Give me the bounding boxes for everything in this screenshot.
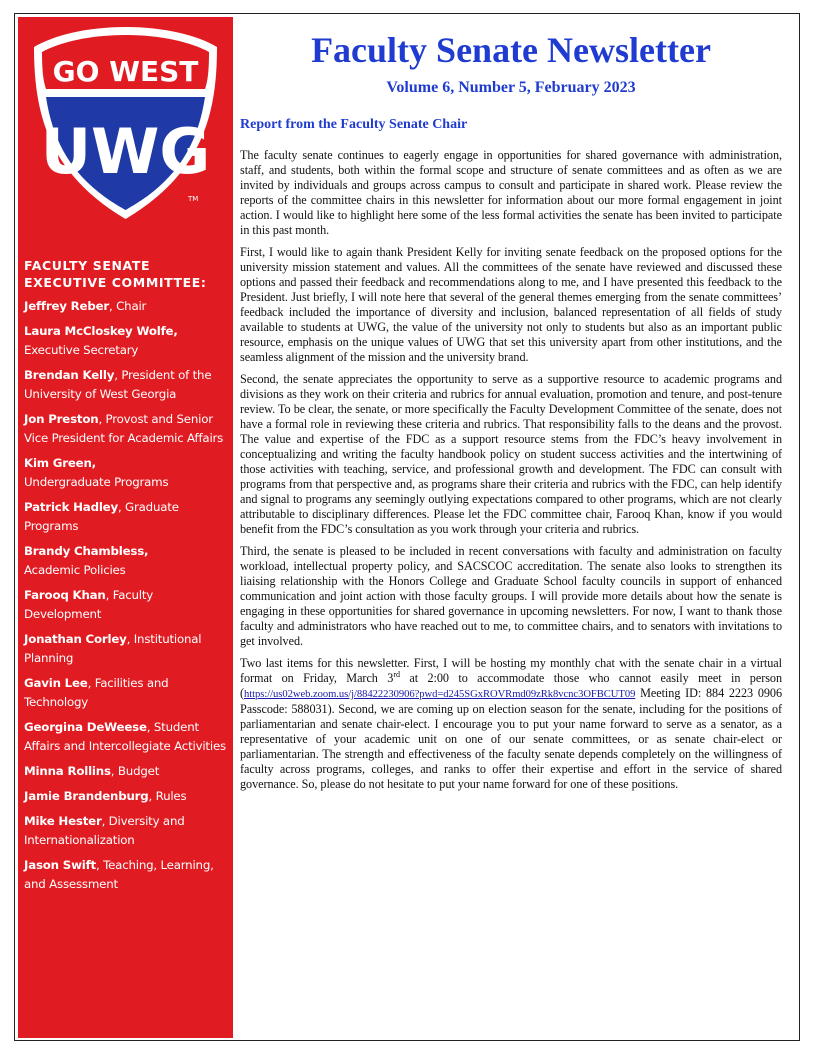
committee-member	[24, 718, 231, 756]
sidebar	[18, 17, 233, 1038]
member-role: , Institutional Planning	[24, 632, 202, 665]
member-role: Executive Secretary	[24, 343, 139, 357]
newsletter-title: Faculty Senate Newsletter	[311, 30, 711, 70]
committee-heading: FACULTY SENATE EXECUTIVE COMMITTEE:	[24, 258, 207, 290]
committee-member	[24, 787, 231, 806]
member-name: Farooq Khan	[24, 588, 106, 602]
committee-member	[24, 674, 231, 712]
committee-member	[24, 856, 231, 894]
member-role: , Diversity and Internationalization	[24, 814, 185, 847]
newsletter-body	[240, 22, 782, 792]
logo-trademark: TM	[188, 195, 199, 203]
member-name: Jason Swift	[24, 858, 96, 872]
ordinal-suffix: rd	[393, 669, 400, 679]
committee-member	[24, 630, 231, 668]
zoom-meeting-link[interactable]: https://us02web.zoom.us/j/88422230906?pwd=d245SGxROVRmd09zRk8vcnc3OFBCUT09	[244, 689, 636, 700]
committee-member-list	[24, 297, 231, 894]
committee-member	[24, 762, 231, 781]
paragraph-3: Second, the senate appreciates the opportunity to serve as a supportive resource to academic programs and divisions as they work on their criteria and rubrics for annual evaluation, promotion and tenure, and post-tenure review. To be clear, the senate, or more specifically the Faculty Development Committee of the senate, does not have a formal role in reviewing these criteria and rubrics. That responsibility falls to the deans and the provost. The value and expertise of the FDC as a support resource stems from the FDC’s heavy involvement in conceptualizing and writing the faculty handbook policy on student success activities and the intertwining of those activities with teaching, service, and professional growth and development. The FDC can consult with programs from that perspective and, as programs share their criteria and rubrics with the FDC, can help identify and signal to programs any seemingly outlying expectations compared to other programs, which are not clearly attributable to disciplinary differences. Please let the FDC committee chair, Farooq Khan, know if you would benefit from the FDC’s consultation as you work through your criteria and rubrics.	[240, 372, 782, 536]
member-name: Mike Hester	[24, 814, 102, 828]
committee-member	[24, 812, 231, 850]
member-name: Brendan Kelly	[24, 368, 115, 382]
member-name: Gavin Lee	[24, 676, 88, 690]
member-role: , Provost and Senior Vice President for Academic Affairs	[24, 412, 224, 445]
member-role: , Faculty Development	[24, 588, 154, 621]
volume-line: Volume 6, Number 5, February 2023	[386, 79, 636, 96]
section-heading: Report from the Faculty Senate Chair	[240, 117, 468, 132]
committee-member	[24, 322, 231, 360]
logo-main-text: UWG	[40, 115, 211, 188]
member-name: Patrick Hadley	[24, 500, 118, 514]
committee-member	[24, 498, 231, 536]
member-role: , Facilities and Technology	[24, 676, 169, 709]
logo-top-text: GO WEST	[52, 55, 199, 88]
member-role: , President of the University of West Georgia	[24, 368, 212, 401]
committee-member	[24, 454, 231, 492]
paragraph-2: First, I would like to again thank President Kelly for inviting senate feedback on the proposed options for the university mission statement and values. All the committees of the senate have reviewed and discussed these options and passed their feedback and recommendations along to me, and I have presented this feedback to the President. Just briefly, I will note here that several of the general themes emerging from the senate committees’ feedback included the importance of diversity and inclusion, balanced representation of all fields of study available to students at UWG, the value of the university not only to students but also as an important public resource, emphasis on the unique values of UWG that set this university apart from other institutions, and the seamless alignment of the mission and the university brand.	[240, 245, 782, 364]
member-name: Brandy Chambless,	[24, 544, 149, 558]
committee-member	[24, 410, 231, 448]
paragraph-5	[240, 656, 782, 792]
member-name: Jon Preston	[24, 412, 99, 426]
committee-member	[24, 366, 231, 404]
member-role: , Budget	[110, 764, 160, 778]
paragraph-1: The faculty senate continues to eagerly engage in opportunities for shared governance with administration, staff, and students, both within the formal scope and structure of senate committees and as often as we are invited by individuals and groups across campus to consult and participate in shared work. Please review the reports of the committee chairs in this newsletter for information about our more formal engagement in joint action. I would like to highlight here some of the less formal activities the senate has been invited to participate in this past month.	[240, 148, 782, 237]
member-name: Minna Rollins	[24, 764, 111, 778]
committee-member	[24, 297, 231, 316]
member-role: , Graduate Programs	[24, 500, 179, 533]
executive-committee	[24, 257, 231, 900]
member-role: Undergraduate Programs	[24, 475, 169, 489]
member-role: , Rules	[148, 789, 187, 803]
member-name: Jamie Brandenburg	[24, 789, 149, 803]
paragraph-5-text-c: Meeting ID: 884 2223 0906 Passcode: 588031). Second, we are coming up on election season for the senate, including for the positions of parliamentarian and senate chair-elect. I encourage you to put your name forward to serve as a senator, as a representative of your academic unit on one of our senate committees, or as senate chair-elect or parliamentarian. The strength and effectiveness of the faculty senate depends completely on the willingness of faculty across programs, colleges, and ranks to offer their expertise and effort in the service of shared governance. So, please do not hesitate to put your name forward for one of these positions.	[240, 686, 782, 791]
member-name: Jonathan Corley	[24, 632, 127, 646]
member-name: Jeffrey Reber	[24, 299, 110, 313]
committee-member	[24, 586, 231, 624]
member-role: , Chair	[109, 299, 147, 313]
member-role: , Student Affairs and Intercollegiate Activities	[24, 720, 226, 753]
paragraph-5-text-b: at 2:00 to accommodate those who cannot easily meet in person (	[240, 671, 782, 700]
paragraph-4: Third, the senate is pleased to be included in recent conversations with faculty and administration on faculty workload, intellectual property policy, and SACSCOC accreditation. The senate also looks to strengthen its liaising relationship with the Honors College and Graduate School faculty councils in support of enhanced communication and joint action with those faculty groups. I will provide more details about how the senate is engaging in these opportunities for shared governance in upcoming newsletters. For now, I want to thank those faculty and administrators who have reached out to me, to committee chairs, and to senators with invitations to get involved.	[240, 544, 782, 648]
paragraph-5-text-a: Two last items for this newsletter. First, I will be hosting my monthly chat with the senate chair in a virtual format on Friday, March 3	[240, 656, 782, 685]
member-name: Kim Green,	[24, 456, 96, 470]
member-role: , Teaching, Learning, and Assessment	[24, 858, 214, 891]
member-name: Laura McCloskey Wolfe,	[24, 324, 178, 338]
member-role: Academic Policies	[24, 563, 126, 577]
uwg-shield-logo	[28, 23, 223, 223]
member-name: Georgina DeWeese	[24, 720, 147, 734]
committee-member	[24, 542, 231, 580]
